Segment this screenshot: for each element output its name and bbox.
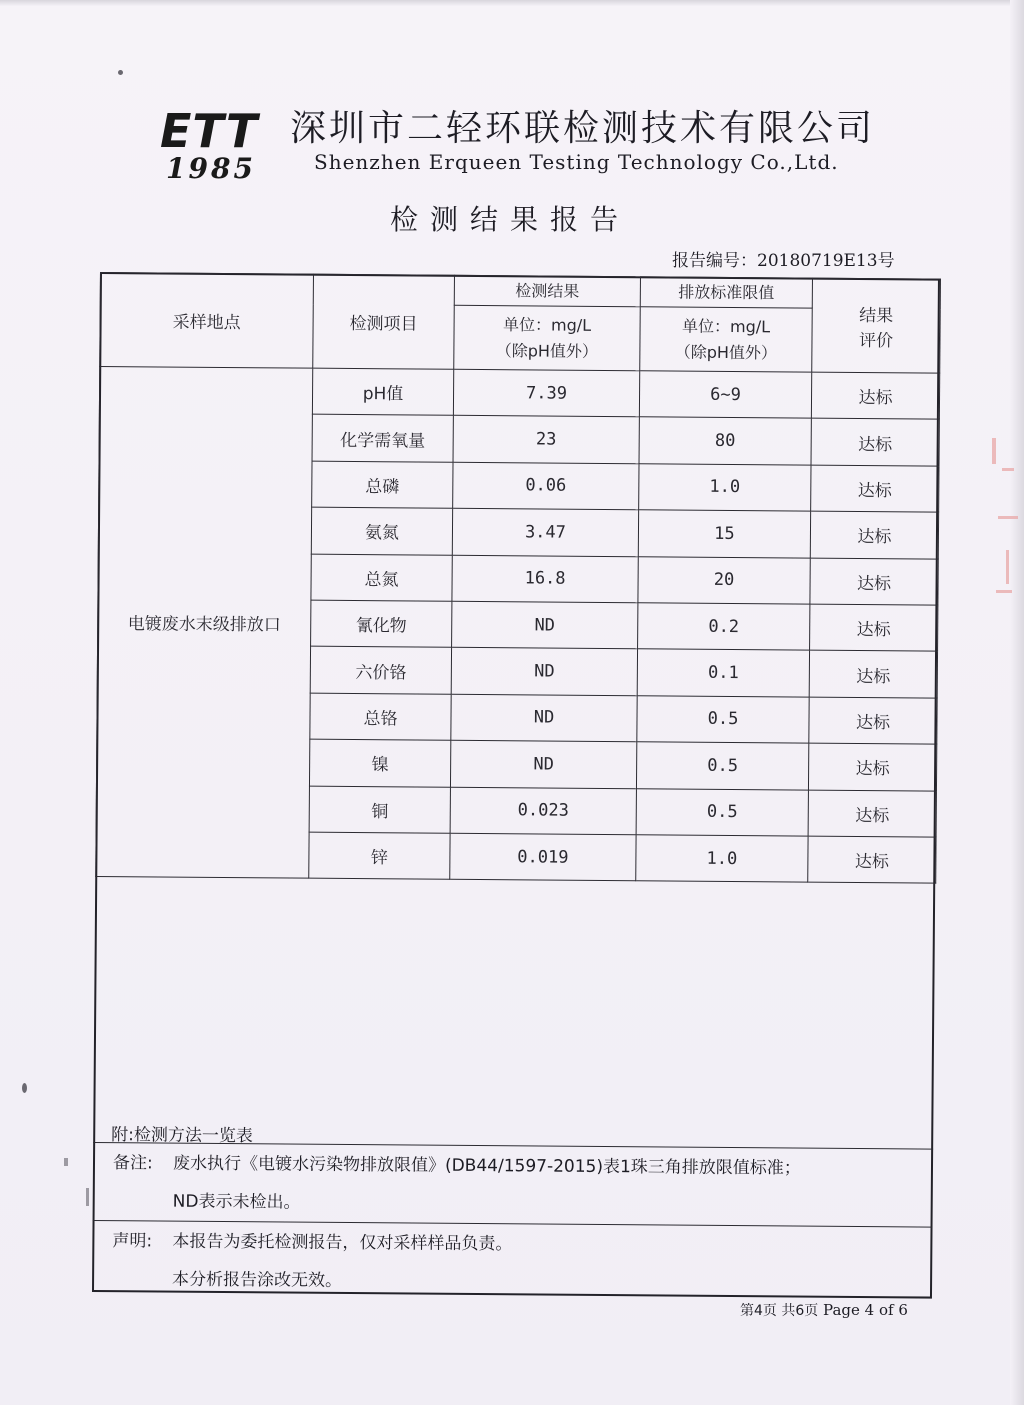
test-item: 总氮 [311,554,452,601]
test-item: pH值 [312,368,453,415]
header-item: 检测项目 [313,274,455,369]
test-item: 总磷 [312,461,453,508]
company-name-en: Shenzhen Erqueen Testing Technology Co.,Ltd. [314,150,839,174]
results-rows [96,367,940,884]
evaluation-value: 达标 [808,743,936,790]
evaluation-value: 达标 [810,511,938,558]
test-item: 六价铬 [310,647,451,694]
result-value: 23 [453,416,639,464]
evaluation-value: 达标 [811,418,939,465]
test-item: 氰化物 [311,600,452,647]
results-table [95,272,941,884]
scan-speck [118,70,123,75]
limit-value: 15 [638,510,810,558]
limit-unit-line: 单位：mg/L [681,316,771,336]
result-value: 16.8 [452,555,638,603]
header-evaluation-line1: 结果 [859,305,894,326]
evaluation-value: 达标 [811,465,939,512]
company-name-cn: 深圳市二轻环联检测技术有限公司 [290,108,876,149]
evaluation-value: 达标 [808,836,936,883]
remark-line-2: ND表示未检出。 [172,1191,301,1213]
header-limit: 排放标准限值 [640,277,812,308]
evaluation-value: 达标 [809,697,937,744]
scan-edge-right [1010,0,1024,1405]
result-unit-line: 单位：mg/L [502,314,592,335]
statement-block [112,1222,513,1301]
header-evaluation [812,278,941,373]
test-item: 氨氮 [311,507,452,554]
limit-value: 6~9 [639,371,811,419]
limit-value: 1.0 [636,835,808,883]
limit-value: 0.5 [637,695,809,743]
evaluation-value: 达标 [808,790,936,837]
report-frame [92,272,946,1303]
result-unit-note: （除pH值外） [495,340,599,361]
test-item: 锌 [309,832,450,879]
header-evaluation-line2: 评价 [858,330,894,351]
test-item: 总铬 [310,693,451,740]
result-value: ND [451,694,637,742]
logo-mark: ETT [160,104,259,158]
statement-line-2: 本分析报告涂改无效。 [172,1269,343,1291]
limit-value: 20 [638,556,810,604]
evaluation-value: 达标 [811,372,939,419]
limit-unit-note: （除pH值外） [674,342,778,362]
result-value: 7.39 [453,369,639,417]
table-row [99,367,939,420]
statement-label: 声明: [112,1231,153,1252]
limit-unit [640,307,812,372]
report-number [672,246,895,271]
sampling-location: 电镀废水末级排放口 [96,367,313,879]
result-value: ND [451,648,637,696]
evaluation-value: 达标 [810,604,938,651]
evaluation-value: 达标 [810,558,938,605]
remark-label: 备注: [112,1153,153,1174]
scan-speck [22,1083,27,1093]
logo-year: 1985 [166,152,256,185]
report-title: 检测结果报告 [390,203,631,236]
result-value: 3.47 [452,508,638,556]
table-header-row-1 [100,273,940,310]
binding-mark [64,1158,68,1166]
red-stamp-fragment [986,420,1024,620]
binding-mark [86,1188,89,1206]
statement-line-1: 本报告为委托检测报告，仅对采样样品负责。 [172,1231,513,1255]
result-value: ND [452,601,638,649]
limit-value: 0.1 [637,649,809,697]
evaluation-value: 达标 [809,650,937,697]
result-unit [454,305,640,370]
limit-value: 0.5 [636,742,808,790]
result-value: 0.06 [453,462,639,510]
result-value: ND [450,740,636,788]
appendix-note: 附:检测方法一览表 [111,1125,254,1147]
header-result: 检测结果 [454,275,640,306]
page-number-cn: 第4页 共6页 [740,1303,819,1319]
remark-line-1: 废水执行《电镀水污染物排放限值》(DB44/1597-2015)表1珠三角排放限值标准； [172,1153,801,1179]
report-number-label: 报告编号： [672,251,757,271]
limit-value: 0.2 [638,603,810,651]
page-footer [740,1300,908,1320]
limit-value: 1.0 [639,464,811,512]
result-value: 0.023 [450,787,636,835]
limit-value: 80 [639,417,811,465]
test-item: 镍 [309,739,450,786]
test-item: 铜 [309,786,450,833]
result-value: 0.019 [450,833,636,881]
scan-edge-top [0,0,1024,6]
remark-block [113,1144,801,1225]
header-location: 采样地点 [100,273,314,369]
page-number-en: Page 4 of 6 [823,1301,908,1319]
report-number-value: 20180719E13号 [757,251,895,271]
test-item: 化学需氧量 [312,415,453,462]
ett-logo [160,104,280,186]
limit-value: 0.5 [636,788,808,836]
